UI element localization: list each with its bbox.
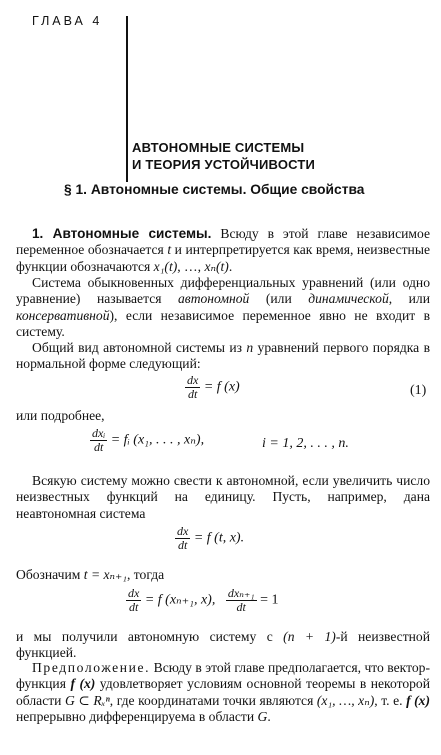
text: и мы получили автономную систему с — [16, 629, 284, 644]
chapter-label: ГЛАВА 4 — [32, 14, 103, 28]
text: , т. е. — [374, 692, 407, 708]
text: -й неизвестной функцией. — [16, 629, 431, 661]
equation-3 — [175, 525, 244, 552]
emphasis: консервативной — [16, 307, 110, 323]
math: (x₁, …, xₙ) — [316, 692, 375, 708]
text: Всюду в этой главе независимое переменное обозначается — [16, 226, 430, 258]
paragraph-result — [16, 629, 430, 662]
equation-rhs: = 1 — [256, 592, 279, 608]
chapter-title-line-1: АВТОНОМНЫЕ СИСТЕМЫ — [132, 140, 305, 155]
paragraph-more-detail: или подробнее, — [16, 408, 105, 423]
equation-rhs: = f (x) — [200, 379, 240, 395]
text: непрерывно дифференцируема в области — [16, 709, 258, 725]
equation-rhs: = f (xₙ₊₁, x), — [141, 592, 216, 608]
equation-1 — [185, 374, 240, 401]
denominator: dt — [93, 440, 104, 454]
text: . — [228, 258, 233, 274]
equation-2 — [90, 427, 204, 454]
denominator: dt — [187, 387, 198, 401]
variable-x1: x₁(t) — [153, 258, 178, 274]
paragraph-assumption — [16, 660, 430, 726]
equation-rhs: = f (t, x). — [190, 530, 245, 546]
fraction — [126, 587, 141, 614]
numerator: dx — [177, 524, 189, 538]
text: Система обыкновенных дифференциальных уравнений (или одно уравнение) называется — [16, 275, 430, 307]
emphasis: автономной — [178, 291, 250, 307]
text: Всюду в этой главе предполагается, что вектор-функция — [16, 660, 430, 692]
math: f (x) — [70, 676, 96, 692]
text: , …, — [177, 258, 205, 274]
equation-2-range: i = 1, 2, . . . , n. — [262, 436, 349, 451]
text: и интерпретируется как время, неизвестные функции обозначаются — [16, 242, 430, 274]
denominator: dt — [177, 538, 188, 552]
numerator: dxᵢ — [92, 426, 106, 440]
variable-xn: xₙ(t) — [204, 258, 229, 274]
variable-n: n — [246, 340, 254, 355]
numerator: dx — [128, 586, 140, 600]
assumption-heading: Предположение. — [32, 660, 151, 675]
text: (или — [249, 291, 309, 307]
text: , где координатами точки являются — [109, 692, 317, 708]
chapter-title — [132, 139, 315, 173]
equation-4 — [126, 587, 278, 614]
equation-number: (1) — [410, 383, 427, 398]
text: , тогда — [126, 567, 165, 582]
fraction — [175, 525, 190, 552]
paragraph-heading: 1. Автономные системы. — [32, 226, 212, 241]
numerator: dx — [187, 373, 199, 387]
paragraph-general-form — [16, 340, 430, 373]
chapter-title-line-2: И ТЕОРИЯ УСТОЙЧИВОСТИ — [132, 157, 316, 172]
text: Общий вид автономной системы из — [32, 340, 247, 355]
paragraph-definition — [16, 275, 430, 341]
paragraph-substitution — [16, 567, 430, 583]
fraction — [226, 587, 257, 614]
denominator: dt — [236, 600, 246, 614]
emphasis: динамической — [308, 291, 389, 307]
text: , или — [388, 291, 430, 307]
text: . — [267, 709, 271, 725]
text: уравнений первого порядка в нормальной форме следующий: — [16, 340, 431, 372]
text: Обозначим — [16, 567, 84, 582]
equation-rhs: = fᵢ (x₁, . . . , xₙ), — [107, 432, 205, 448]
fraction — [90, 427, 107, 454]
text: удовлетворяет условиям основной теоремы в некоторой области — [16, 676, 430, 708]
text: ), если независимое переменное явно не входит в систему. — [16, 307, 430, 340]
math: G ⊂ Rₓⁿ — [65, 692, 110, 708]
math: (n + 1) — [283, 629, 336, 644]
math: f (x) — [406, 692, 430, 708]
vertical-rule — [126, 16, 128, 182]
section-title: § 1. Автономные системы. Общие свойства — [64, 182, 365, 197]
substitution: t = xₙ₊₁ — [83, 567, 127, 582]
paragraph-reduction: Всякую систему можно свести к автономной, если увеличить число неизвестных функций на единицу. Пусть, например, дана неавтономная система — [16, 473, 430, 521]
paragraph-autonomous-systems — [16, 226, 430, 275]
math: G — [257, 709, 268, 725]
denominator: dt — [128, 600, 139, 614]
fraction — [185, 374, 200, 401]
variable-t: t — [167, 242, 172, 258]
numerator: dxₙ₊₁ — [227, 586, 255, 600]
